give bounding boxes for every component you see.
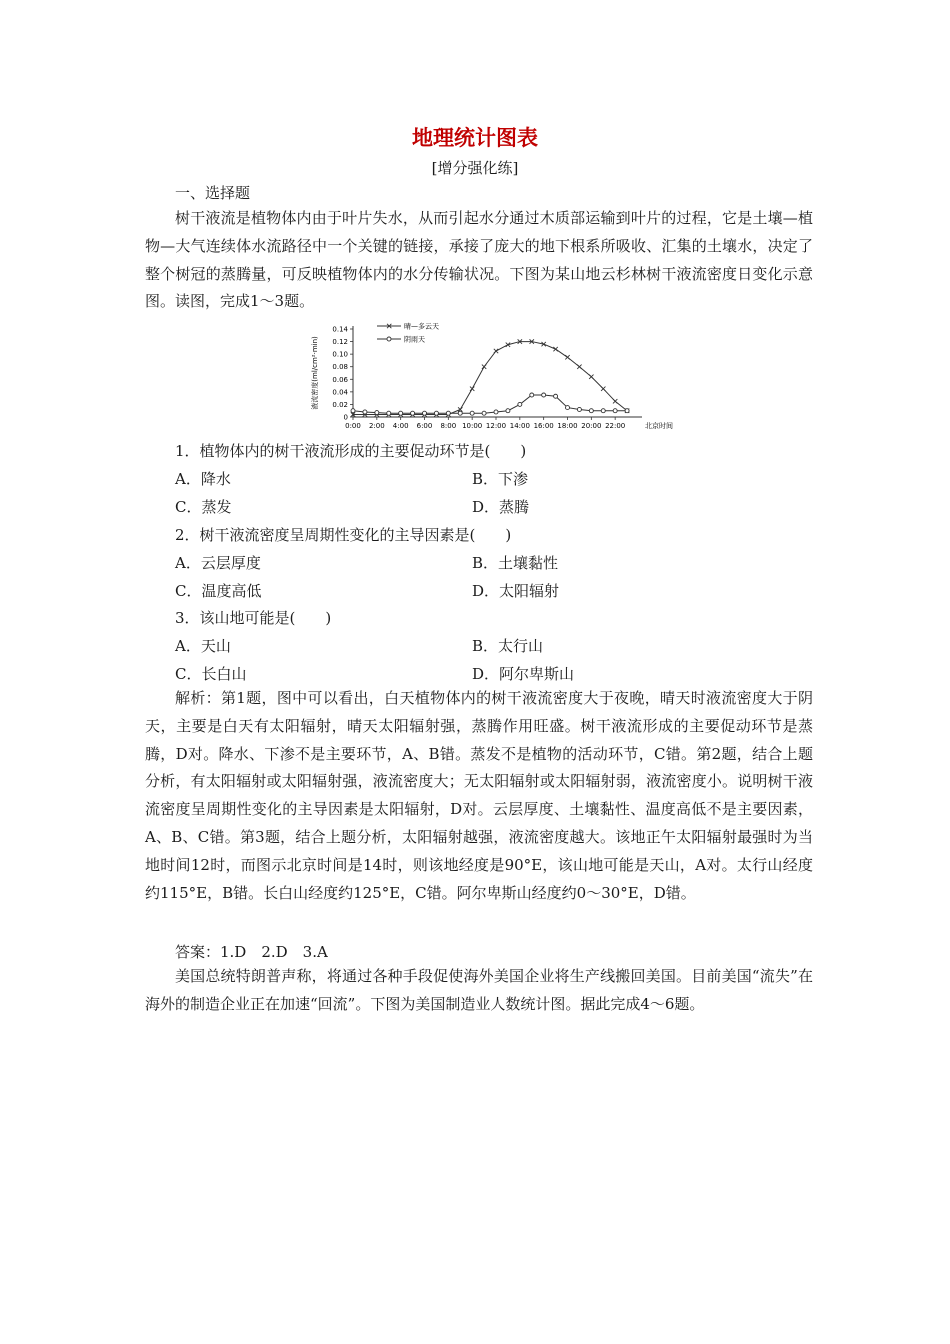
- rainy-data-point: [482, 411, 486, 415]
- question-2-stem: 2．树干液流密度呈周期性变化的主导因素是( ): [175, 526, 512, 544]
- question-1-option-c: C．蒸发: [175, 498, 232, 516]
- x-tick-label: 18:00: [557, 422, 578, 430]
- rainy-data-point: [434, 411, 438, 415]
- sunny-data-point: [601, 387, 605, 391]
- sunny-data-point: [589, 375, 593, 379]
- legend-label: 阴雨天: [404, 335, 425, 344]
- sap-flow-chart: [305, 320, 685, 440]
- question-2-option-c: C．温度高低: [175, 582, 262, 600]
- y-tick-label: 0.10: [332, 350, 348, 359]
- rainy-data-point: [363, 410, 367, 414]
- question-1-option-b: B．下渗: [472, 470, 529, 488]
- rainy-data-point: [399, 411, 403, 415]
- legend-label: 晴—多云天: [404, 322, 439, 331]
- x-tick-label: 22:00: [605, 422, 626, 430]
- x-tick-label: 14:00: [509, 422, 530, 430]
- sunny-data-point: [494, 349, 498, 353]
- rainy-data-point: [375, 411, 379, 415]
- answer-line: 答案：1.D 2.D 3.A: [175, 943, 328, 961]
- question-3-option-c: C．长白山: [175, 665, 247, 683]
- rainy-series-line: [353, 395, 627, 413]
- x-tick-label: 6:00: [416, 422, 433, 430]
- rainy-data-point: [446, 411, 450, 415]
- rainy-data-point: [494, 410, 498, 414]
- sunny-data-point: [577, 365, 581, 369]
- rainy-data-point: [625, 409, 629, 413]
- x-tick-label: 10:00: [462, 422, 483, 430]
- sunny-data-point: [613, 399, 617, 403]
- rainy-data-point: [530, 393, 534, 397]
- question-1-stem: 1．植物体内的树干液流形成的主要促动环节是( ): [175, 442, 527, 460]
- sunny-data-point: [470, 387, 474, 391]
- rainy-data-point: [470, 411, 474, 415]
- page-title: 地理统计图表: [412, 126, 538, 150]
- sunny-data-point: [482, 365, 486, 369]
- y-tick-label: 0: [343, 413, 348, 422]
- question-3-option-b: B．太行山: [472, 637, 544, 655]
- x-tick-label: 8:00: [440, 422, 457, 430]
- sunny-data-point: [565, 355, 569, 359]
- y-axis-label: 液流密度(ml/cm²·min): [311, 336, 319, 410]
- rainy-data-point: [566, 406, 570, 410]
- rainy-data-point: [601, 409, 605, 413]
- x-tick-label: 4:00: [392, 422, 409, 430]
- x-tick-label: 16:00: [533, 422, 554, 430]
- rainy-data-point: [542, 393, 546, 397]
- x-tick-label: 12:00: [485, 422, 507, 430]
- rainy-data-point: [423, 411, 427, 415]
- y-tick-label: 0.12: [332, 338, 348, 347]
- sunny-series-line: [353, 342, 627, 415]
- page-subtitle: [增分强化练]: [431, 159, 519, 177]
- chart-svg: [305, 320, 685, 440]
- rainy-data-point: [458, 411, 462, 415]
- analysis-paragraph: 解析：第1题，图中可以看出，白天植物体内的树干液流密度大于夜晚，晴天时液流密度大于阴天，主要是白天有太阳辐射，晴天太阳辐射强，蒸腾作用旺盛。树干液流形成的主要促动环节是蒸腾，D对。降水、下渗不是主要环节，A、B错。蒸发不是植物的活动环节，C错。第2题，结合上题分析，有太阳辐射或太阳辐射强，液流密度大；无太阳辐射或太阳辐射弱，液流密度小。说明树干液流密度呈周期性变化的主导因素是太阳辐射，D对。云层厚度、土壤黏性、温度高低不是主要因素，A、B、C错。第3题，结合上题分析，太阳辐射越强，液流密度越大。该地正午太阳辐射最强时为当地时间12时，而图示北京时间是14时，则该地经度是90°E，该山地可能是天山，A对。太行山经度约115°E，B错。长白山经度约125°E，C错。阿尔卑斯山经度约0～30°E，D错。: [145, 689, 813, 902]
- intro-paragraph-2: 美国总统特朗普声称，将通过各种手段促使海外美国企业将生产线搬回美国。目前美国“流失”在海外的制造企业正在加速“回流”。下图为美国制造业人数统计图。据此完成4～6题。: [145, 967, 813, 1013]
- rainy-data-point: [589, 409, 593, 413]
- rainy-data-point: [411, 411, 415, 415]
- rainy-data-point: [506, 409, 510, 413]
- y-tick-label: 0.06: [332, 375, 348, 384]
- question-1-option-d: D．蒸腾: [472, 498, 530, 516]
- section-heading: 一、选择题: [175, 184, 251, 202]
- rainy-data-point: [577, 407, 581, 411]
- rainy-data-point: [351, 409, 355, 413]
- question-3-option-a: A．天山: [175, 637, 231, 655]
- rainy-data-point: [387, 411, 391, 415]
- question-3-stem: 3．该山地可能是( ): [175, 609, 332, 627]
- legend-marker-circle: [387, 337, 391, 341]
- sunny-data-point: [553, 347, 557, 351]
- question-2-option-b: B．土壤黏性: [472, 554, 559, 572]
- y-tick-label: 0.08: [332, 363, 348, 372]
- y-tick-label: 0.02: [332, 400, 348, 409]
- question-1-option-a: A．降水: [175, 470, 231, 488]
- rainy-data-point: [613, 409, 617, 413]
- question-2-option-d: D．太阳辐射: [472, 582, 560, 600]
- intro-paragraph-1: 树干液流是植物体内由于叶片失水，从而引起水分通过木质部运输到叶片的过程，它是土壤—植物—大气连续体水流路径中一个关键的链接，承接了庞大的地下根系所吸收、汇集的土壤水，决定了整个树冠的蒸腾量，可反映植物体内的水分传输状况。下图为某山地云杉林树干液流密度日变化示意图。读图，完成1～3题。: [145, 209, 813, 311]
- rainy-data-point: [518, 402, 522, 406]
- x-tick-label: 0:00: [345, 422, 361, 430]
- rainy-data-point: [554, 394, 558, 398]
- x-axis-label: 北京时间: [645, 422, 673, 430]
- y-tick-label: 0.14: [332, 325, 348, 334]
- question-3-option-d: D．阿尔卑斯山: [472, 665, 575, 683]
- x-tick-label: 20:00: [581, 422, 602, 430]
- x-tick-label: 2:00: [368, 422, 385, 430]
- y-tick-label: 0.04: [332, 388, 348, 397]
- question-2-option-a: A．云层厚度: [175, 554, 261, 572]
